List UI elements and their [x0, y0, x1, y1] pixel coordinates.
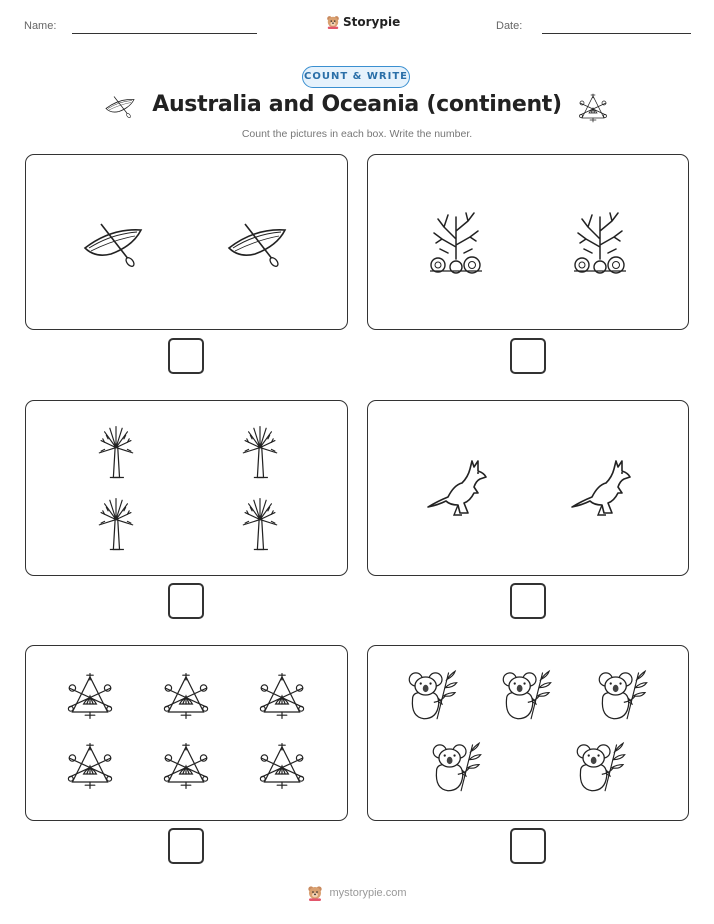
- koala-icon: [406, 668, 460, 722]
- name-line[interactable]: [72, 33, 257, 34]
- answer-box-palm[interactable]: [168, 583, 204, 619]
- canoe-icon: [225, 218, 289, 268]
- canoe-icon: [81, 218, 145, 268]
- kangaroo-icon: [568, 457, 634, 517]
- palm-tree-icon: [238, 423, 282, 481]
- palm-tree-icon: [94, 495, 138, 553]
- brand-name: Storypie: [343, 15, 401, 29]
- date-line[interactable]: [542, 33, 691, 34]
- canoe-icon: [104, 93, 136, 119]
- aboriginal-symbol-icon: [258, 672, 306, 720]
- footer-url[interactable]: mystorypie.com: [329, 887, 407, 899]
- kangaroo-icon: [424, 457, 490, 517]
- aboriginal-symbol-icon: [66, 742, 114, 790]
- answer-box-coral[interactable]: [510, 338, 546, 374]
- aboriginal-symbol-icon: [66, 672, 114, 720]
- footer: [0, 884, 714, 902]
- count-write-badge: COUNT & WRITE: [302, 66, 410, 88]
- count-box-kangaroo: [367, 400, 689, 576]
- page-title: Australia and Oceania (continent): [152, 92, 562, 117]
- instructions: Count the pictures in each box. Write the number.: [241, 128, 473, 140]
- aboriginal-symbol-icon: [258, 742, 306, 790]
- answer-box-kangaroo[interactable]: [510, 583, 546, 619]
- count-box-palm: [25, 400, 348, 576]
- count-box-canoe: [25, 154, 348, 330]
- palm-tree-icon: [94, 423, 138, 481]
- date-label: Date:: [496, 20, 523, 32]
- answer-box-koala[interactable]: [510, 828, 546, 864]
- palm-tree-icon: [238, 495, 282, 553]
- count-box-coral: [367, 154, 689, 330]
- count-box-koala: [367, 645, 689, 821]
- bear-mascot-icon: [326, 14, 340, 30]
- aboriginal-symbol-icon: [578, 93, 608, 123]
- aboriginal-symbol-icon: [162, 672, 210, 720]
- name-label: Name:: [24, 20, 57, 32]
- coral-reef-icon: [426, 209, 486, 275]
- koala-icon: [430, 740, 484, 794]
- answer-box-canoe[interactable]: [168, 338, 204, 374]
- aboriginal-symbol-icon: [162, 742, 210, 790]
- coral-reef-icon: [570, 209, 630, 275]
- bear-mascot-icon: [307, 884, 323, 902]
- count-box-symbol: [25, 645, 348, 821]
- koala-icon: [596, 668, 650, 722]
- koala-icon: [500, 668, 554, 722]
- brand-logo: [326, 14, 400, 30]
- koala-icon: [574, 740, 628, 794]
- answer-box-symbol[interactable]: [168, 828, 204, 864]
